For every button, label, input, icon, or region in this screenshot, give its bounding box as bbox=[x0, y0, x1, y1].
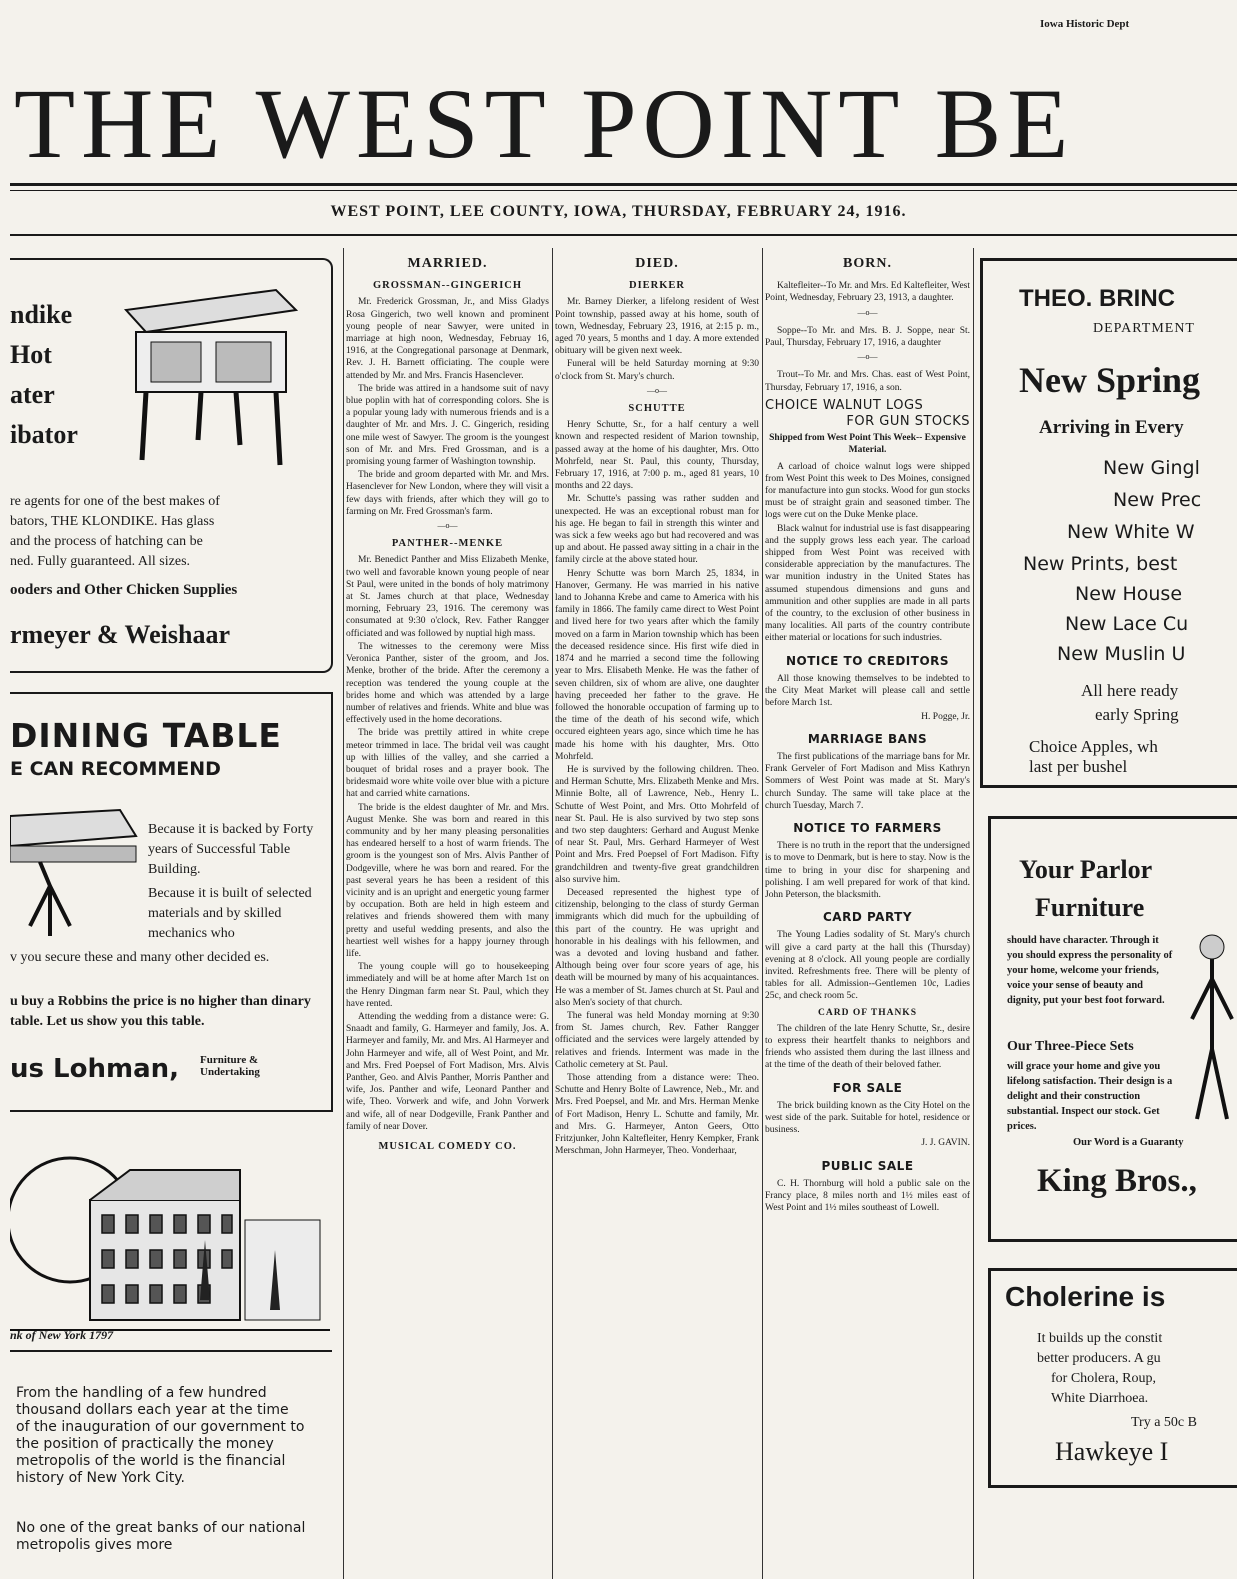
born-para-2: Soppe--To Mr. and Mrs. B. J. Soppe, near St. Paul, Thursday, February 17, 1916, a daughter bbox=[765, 325, 970, 349]
dining-table-ad bbox=[10, 692, 333, 1112]
married-para-9: Attending the wedding from a distance were: G. Snaadt and family, G. Harmeyer and family, Jos. A. Harmeyer and family, Mr. and Mrs. Al Harmeyer and John Harmeyer and wife, all of West Point, and Mr. and Mrs. Fred Poepsel of Fort Madison, Mrs. Alvis Panther, Geo. and Alvis Panther, Morris Panther and wife, Jos. Panther and wife, Leonard Panther and wife, Theo. Vorwerk and wife, and John Vorwerk and wife, all of near Dodgeville, Frank Panther and family of near Dover. bbox=[346, 1011, 549, 1132]
incubator-title-4: ibator bbox=[10, 420, 78, 449]
born-para-3: Trout--To Mr. and Mrs. Chas. east of West Point, Thursday, February 17, 1916, a son. bbox=[765, 370, 970, 393]
thanks-heading: CARD OF THANKS bbox=[818, 1007, 917, 1018]
bank-ad-body-2: No one of the great banks of our national metropolis gives more bbox=[16, 1520, 306, 1553]
column-rule-3 bbox=[762, 248, 763, 1579]
thanks-para: The children of the late Henry Schutte, Sr., desire to express their heartfelt thanks to neighbors and friends who assisted them during the last illness and at the time of the death of their beloved father. bbox=[765, 1023, 970, 1071]
incubator-text-2: bators, THE KLONDIKE. Has glass bbox=[10, 514, 215, 529]
incubator-illustration bbox=[106, 270, 306, 470]
married-para-4: Mr. Benedict Panther and Miss Elizabeth Menke, two well and favorable known young people of near St Paul, were united in the bonds of holy matrimony at St. James church at that place, Wednesday morning, February 23, 1916. The ceremony was consumated at 9:30 o'clock, Rev. Father Rangger officiated and was followed by nuptial high mass. bbox=[346, 555, 549, 639]
incubator-ad bbox=[10, 258, 333, 673]
born-para-1: Kaltefleiter--To Mr. and Mrs. Ed Kaltefleiter, West Point, Wednesday, February 23, 1913, a daughter. bbox=[765, 281, 970, 304]
dining-table-firm-tag: Furniture & Undertaking bbox=[200, 1054, 260, 1078]
incubator-text-4: ned. Fully guaranteed. All sizes. bbox=[10, 554, 191, 569]
column-rule-4 bbox=[973, 248, 974, 1579]
dining-table-reason-1: Because it is backed by Forty years of Successful Table Building. bbox=[148, 822, 314, 877]
incubator-title-3: ater bbox=[10, 380, 55, 409]
brinck-ad bbox=[980, 258, 1237, 788]
king-headline-2: Furniture bbox=[1035, 893, 1145, 922]
masthead-rule-thin bbox=[10, 190, 1237, 191]
bank-illustration bbox=[10, 1140, 332, 1380]
married-para-8: The young couple will go to housekeeping immediately and will be at home after March 1st on the Henry Dingman farm near St. Paul, which they have rented. bbox=[346, 962, 549, 1009]
married-para-3: The bride and groom departed with Mr. and Mrs. Hasenclever for New London, where they will visit a few days with friends, after which they will go to farming on Mr. Fred Grossman's farm. bbox=[346, 470, 549, 517]
died-para-8: The funeral was held Monday morning at 9:30 from St. James church, Rev. Father Rangger officiated and the services were largely attended by relatives and friends. Interment was made in the Catholic cemetery at St. Paul. bbox=[555, 1010, 759, 1070]
for-sale-signature: J. J. GAVIN. bbox=[921, 1138, 970, 1149]
brinck-spring: New Spring bbox=[1019, 360, 1201, 400]
dining-table-text-4: u buy a Robbins the price is no higher than dinary table. Let us show you this table. bbox=[10, 994, 311, 1029]
walnut-para-1: A carload of choice walnut logs were shipped from West Point this week to Des Moines, consigned for manufacture into gun stocks. Wood for gun stocks must be of straight grain and seasoned timber. The logs were cut on the Duke Menke place. bbox=[765, 461, 970, 521]
cholerine-ad bbox=[988, 1268, 1237, 1488]
died-heading: DIED. bbox=[635, 256, 679, 271]
column-rule-1 bbox=[343, 248, 344, 1579]
cholerine-line-3: for Cholera, Roup, bbox=[1051, 1371, 1156, 1386]
creditors-para: All those knowing themselves to be indebted to the City Meat Market will please call and settle before March 1st. bbox=[765, 673, 970, 709]
public-sale-heading: PUBLIC SALE bbox=[821, 1158, 914, 1173]
king-guaranty: Our Word is a Guaranty bbox=[1073, 1137, 1184, 1148]
incubator-title-1: ndike bbox=[10, 300, 73, 329]
died-column bbox=[555, 256, 759, 1574]
brinck-item-7: New Muslin U bbox=[1057, 643, 1186, 665]
cholerine-try: Try a 50c B bbox=[1131, 1415, 1197, 1430]
brinck-bushel: last per bushel bbox=[1029, 757, 1128, 776]
separator: —o— bbox=[857, 352, 878, 362]
walnut-heading-1: CHOICE WALNUT LOGS bbox=[765, 397, 924, 413]
died-subhead-2: SCHUTTE bbox=[628, 403, 686, 415]
masthead: THE WEST POINT BE bbox=[14, 68, 1075, 179]
dining-table-illustration bbox=[10, 806, 140, 946]
walnut-heading-2: FOR GUN STOCKS bbox=[846, 414, 970, 430]
public-sale-para: C. H. Thornburg will hold a public sale on the Francy place, 8 miles north and 1½ miles east of West Point and 1½ miles southeast of Lowell. bbox=[765, 1178, 970, 1214]
married-para-6: The bride was prettily attired in white crepe meteor trimmed in lace. The bridal veil was caught up with lillies of the valley, and she carried a bouquet of bridal roses and a prayer book. The bridesmaid wore white voile over blue with a picture hat and carried white carnations. bbox=[346, 728, 549, 800]
musical-comedy-heading: MUSICAL COMEDY CO. bbox=[378, 1141, 517, 1153]
incubator-text-3: and the process of hatching can be bbox=[10, 534, 203, 549]
bank-caption-rule bbox=[10, 1350, 332, 1352]
card-party-heading: CARD PARTY bbox=[822, 910, 913, 925]
brinck-ready: All here ready bbox=[1081, 681, 1179, 700]
incubator-title-2: Hot bbox=[10, 340, 52, 369]
separator: —o— bbox=[647, 385, 667, 395]
bans-para: The first publications of the marriage bans for Mr. Frank Gerveler of Fort Madison and Miss Kathryn Sommers of West Point was made at St. Mary's church Sunday. The same will take place at the church Tuesday, March 7. bbox=[765, 751, 970, 811]
archive-stamp: Iowa Historic Dept bbox=[1040, 18, 1130, 30]
born-column bbox=[765, 256, 970, 1574]
king-firm: King Bros., bbox=[1037, 1163, 1197, 1199]
brinck-item-2: New Prec bbox=[1113, 489, 1202, 511]
married-column bbox=[346, 256, 549, 1574]
brinck-item-4: New Prints, best bbox=[1023, 553, 1178, 575]
bank-caption: nk of New York 1797 bbox=[10, 1328, 114, 1342]
died-para-4: Mr. Schutte's passing was rather sudden and unexpected. He was an exceptional robust man for his age. He began to fail in strength this winter and was sick a few weeks ago but had recovered and was up and about. He passed away sitting in a chair in the family circle at the above stated hour. bbox=[555, 494, 759, 566]
cholerine-line-1: It builds up the constit bbox=[1037, 1331, 1163, 1346]
dining-table-text-3: v you secure these and many other decided es. bbox=[10, 950, 270, 965]
card-party-para: The Young Ladies sodality of St. Mary's church will give a card party at the hall this (Thursday) evening at 8 o'clock. All young people are cordially invited. Refreshments free. There will be plenty of tables for all. Admission--Gentlemen 10c, Ladies 25c, and check room 5c. bbox=[765, 930, 970, 1002]
brinck-arriving: Arriving in Every bbox=[1039, 417, 1184, 438]
married-para-2: The bride was attired in a handsome suit of navy blue poplin with hat of corresponding colors. She is a popular young lady with numerous friends and is a daughter of Mr. and Mrs. J. C. Gingerich, residing one mile west of Sawyer. The groom is the youngest son of Mr. and Mrs. Fred Grossman, and is a promising young farmer of Washington township. bbox=[346, 383, 549, 468]
king-para-2: will grace your home and give you lifelong satisfaction. Their design is a delight and their construction substantial. Inspect our stock. Get prices. bbox=[1007, 1061, 1173, 1132]
born-heading: BORN. bbox=[843, 256, 892, 271]
married-heading: MARRIED. bbox=[407, 256, 488, 271]
walnut-para-2: Black walnut for industrial use is fast disappearing and the supply grows less each year. The carload shipped from West Point was received with considerable appreciation by the manufactures. The war munition industry in the United States has assumed stupendous dimensions and guns and ammunition and other supplies are made in all parts of the country, to the exclusion of other business in many localities. All parts of the country contribute either material or locations for such industries. bbox=[765, 523, 970, 644]
for-sale-para: The brick building known as the City Hotel on the west side of the park. Suitable for hotel, residence or business. bbox=[765, 1100, 970, 1136]
bans-heading: MARRIAGE BANS bbox=[807, 731, 928, 746]
brinck-department: DEPARTMENT bbox=[1093, 321, 1195, 336]
brinck-name: THEO. BRINC bbox=[1019, 285, 1175, 312]
married-subhead-2: PANTHER--MENKE bbox=[391, 538, 504, 550]
incubator-text-5: ooders and Other Chicken Supplies bbox=[10, 582, 238, 598]
king-headline-1: Your Parlor bbox=[1019, 855, 1153, 884]
cholerine-brand: Hawkeye I bbox=[1055, 1437, 1169, 1466]
dining-table-firm: us Lohman, bbox=[10, 1054, 179, 1084]
brinck-item-5: New House bbox=[1075, 583, 1183, 605]
farmers-heading: NOTICE TO FARMERS bbox=[793, 820, 942, 835]
dining-table-headline: DINING TABLE bbox=[10, 716, 282, 755]
brinck-item-1: New Gingl bbox=[1103, 457, 1200, 479]
cholerine-headline: Cholerine is bbox=[1005, 1281, 1166, 1312]
died-para-3: Henry Schutte, Sr., for a half century a well known and respected resident of Marion township, passed away at the home of his daughter, Mrs. Otto Mohrfeld, near St. Paul, this county, Thursday, February 17, 1916, at 7:00 p. m., aged 81 years, 10 months and 22 days. bbox=[555, 420, 759, 492]
died-subhead-1: DIERKER bbox=[628, 280, 685, 292]
dining-table-subhead: E CAN RECOMMEND bbox=[10, 758, 221, 780]
column-rule-2 bbox=[552, 248, 553, 1579]
incubator-firm: rmeyer & Weishaar bbox=[10, 620, 230, 649]
married-para-1: Mr. Frederick Grossman, Jr., and Miss Gladys Rosa Gingerich, two well known and prominent young people of near Sawyer, were united in marriage at high noon, Wednesday, Februay 16, 1916, at the Congregational parsonage at Denmark, Rev. J. H. Barnett officiating. The couple were attended by Mr. and Mrs. Francis Hasenclever. bbox=[346, 297, 549, 381]
married-para-5: The witnesses to the ceremony were Miss Veronica Panther, sister of the groom, and Jos. Menke, brother of the bride. After the ceremony a reception was tendered the young couple at the brides home and which was attended by a large number of relatives and friends. White and blue was effectively used in the home decorations. bbox=[346, 641, 549, 726]
for-sale-heading: FOR SALE bbox=[832, 1080, 903, 1095]
king-three-piece: Our Three-Piece Sets bbox=[1007, 1039, 1134, 1054]
separator: —o— bbox=[857, 307, 878, 317]
married-subhead-1: GROSSMAN--GINGERICH bbox=[372, 280, 523, 292]
died-para-5: Henry Schutte was born March 25, 1834, in Hanover, Germany. He was married in his native land to Johanna Krebe and came to America with his family in 1866. The family came direct to West Point and lived here for two years after which the family moved on a farm in Marion township which has been the deceased residence since. His first wife died in 1874 and he married a second time the following year to Mrs. Elisabeth Menke. He was the father of seven children, six of whom are alive, one daughter having preceeded her father to the grave. He followed the honorable occupation of farming up to the time of the death of his second wife, which occured eighteen years ago, since which time he has made his home with his daughter, Mrs. Otto Mohrfeld. bbox=[555, 568, 759, 762]
died-para-1: Mr. Barney Dierker, a lifelong resident of West Point township, passed away at his home, south of town, Wednesday, February 23, 1916, at 2:15 p. m., aged 70 years, 5 months and 1 day. A more extended obituary will be given next week. bbox=[555, 297, 759, 357]
brinck-early: early Spring bbox=[1095, 705, 1179, 724]
farmers-para: There is no truth in the report that the undersigned is to move to Denmark, but is here to stay. Now is the time to bring in your disc for sharpening and polishing. I am well prepared for work of that kind. John Peterson, the blacksmith. bbox=[765, 841, 970, 900]
brinck-item-6: New Lace Cu bbox=[1065, 613, 1189, 635]
married-para-7: The bride is the eldest daughter of Mr. and Mrs. August Menke. She was born and reared in this community and by her many pleasing personalities has endeared herself to a host of warm friends. The groom is the youngest son of Mrs. Alvis Panther of Dodgeville, where he was born and reared. For the past several years he has been a resident of this vicinity and is an upright and energetic young farmer by occupation. Both are held in high esteem and relatives and friends showered them with many pretty and useful wedding presents, and also the heartiest well wishes for a happy journey through life. bbox=[346, 802, 549, 959]
dateline-rule bbox=[10, 234, 1237, 236]
cholerine-line-4: White Diarrhoea. bbox=[1051, 1391, 1149, 1406]
brinck-item-3: New White W bbox=[1067, 521, 1195, 543]
bank-ad-body: From the handling of a few hundred thousand dollars each year at the time of the inauguration of our government to the position of practically the money metropolis of the world is the financial history of New York City. bbox=[16, 1385, 305, 1486]
king-para-1: should have character. Through it you should express the personality of your home, welcome your friends, voice your sense of beauty and dignity, put your best foot forward. bbox=[1007, 935, 1173, 1006]
creditors-heading: NOTICE TO CREDITORS bbox=[785, 653, 950, 668]
cholerine-line-2: better producers. A gu bbox=[1037, 1351, 1161, 1366]
masthead-rule-top bbox=[10, 183, 1237, 186]
walnut-subhead: Shipped from West Point This Week-- Expensive Material. bbox=[769, 433, 966, 456]
creditors-signature: H. Pogge, Jr. bbox=[921, 711, 970, 722]
dining-table-reason-2: Because it is built of selected materials and by skilled mechanics who bbox=[148, 886, 312, 941]
died-para-6: He is survived by the following children. Theo. and Herman Schutte, Mrs. Elizabeth Menke and Mrs. Minnie Bolte, all of Lawrence, Neb., Henry L. Schutte of West Point, and Mrs. Otto Mohrfeld of near St. Paul. He is also survived by two step sons and two step daughters: Gerhard and August Menke of near St. Paul, Mrs. Gerhard Harmeyer of West Point and Mrs. Fred Poepsel of Fort Madison. Fifty grandchildren and twenty-five great grandchildren also survive him. bbox=[555, 764, 759, 885]
died-para-7: Deceased represented the highest type of citizenship, belonging to the class of sturdy German immigrants which did much for the upbuilding of this part of the country. He was upright and honorable in his dealings with his fellowmen, and was a devoted and loving husband and father. Although being over four score years of age, his death will be mourned by many of his acquaintances. He was a member of St. James church at St. Paul and also Men's society of that church. bbox=[555, 887, 759, 1008]
separator: —o— bbox=[437, 521, 458, 531]
died-para-9: Those attending from a distance were: Theo. Schutte and Henry Bolte of Lawrence, Neb., Mr. and Mrs. Fred Poepsel, and Mr. and Mrs. Herman Menke of Fort Madison, Henry L. Schutte and family, Mr. and Mrs. G. Harmeyer, Anton Geers, Otto Fritzjunker, John Kaltefleiter, Henry Kempker, Frank Merschman, John Harmeyer, Theo. Vonderhaar, bbox=[555, 1073, 759, 1157]
incubator-text-1: re agents for one of the best makes of bbox=[10, 494, 220, 509]
figure-illustration bbox=[1187, 929, 1237, 1129]
died-para-2: Funeral will be held Saturday morning at 9:30 o'clock from St. Mary's church. bbox=[555, 359, 759, 382]
king-bros-ad bbox=[988, 816, 1237, 1242]
brinck-apples: Choice Apples, wh bbox=[1029, 737, 1158, 756]
dateline: WEST POINT, LEE COUNTY, IOWA, THURSDAY, FEBRUARY 24, 1916. bbox=[330, 203, 907, 220]
